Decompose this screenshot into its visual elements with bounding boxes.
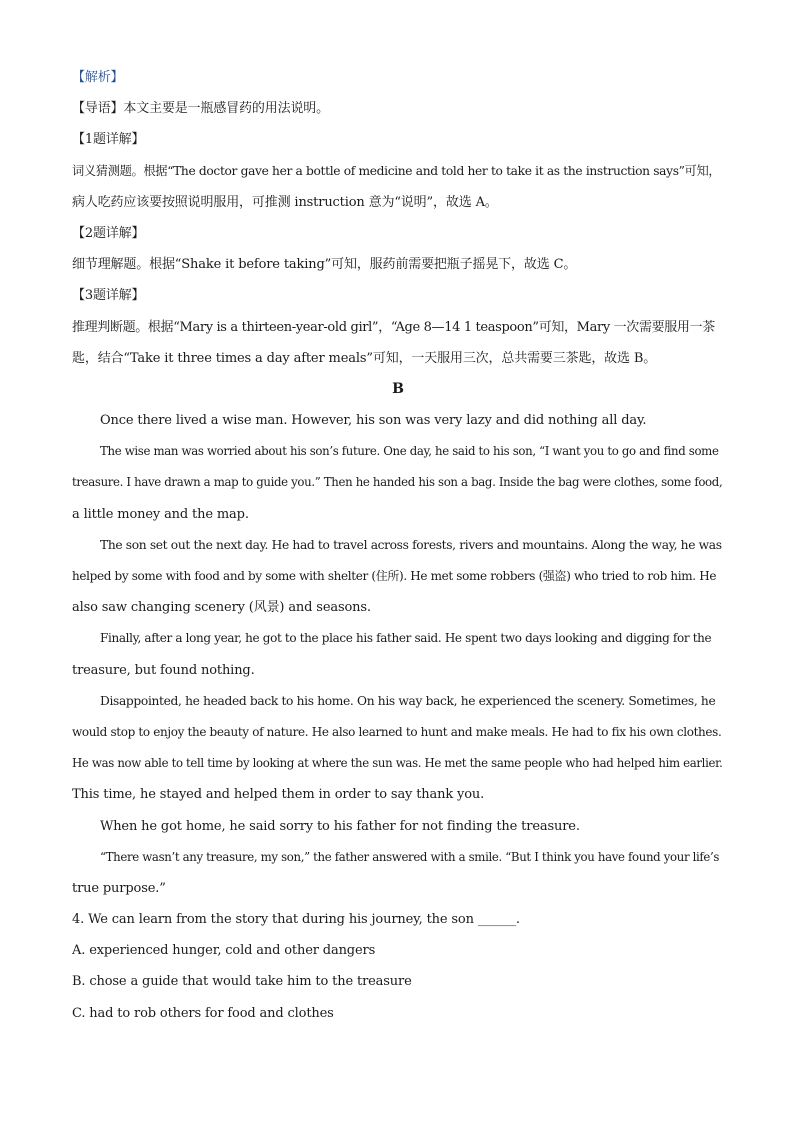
question-stem: 4. We can learn from the story that during his journey, the son ______. xyxy=(72,912,520,928)
passage-line: also saw changing scenery (风景) and seasons. xyxy=(72,600,371,616)
option-a: A. experienced hunger, cold and other dangers xyxy=(72,943,376,959)
q1-explanation-line-1: 词义猜测题。根据“The doctor gave her a bottle of medicine and told her to take it as the instruction says”可知， xyxy=(72,163,721,178)
q2-heading: 【2题详解】 xyxy=(72,225,145,241)
passage-line: Disappointed, he headed back to his home. On his way back, he experienced the scenery. Sometimes, he xyxy=(100,693,716,708)
passage-line: When he got home, he said sorry to his father for not finding the treasure. xyxy=(100,818,580,834)
q3-heading: 【3题详解】 xyxy=(72,288,145,304)
passage-line: Once there lived a wise man. However, his son was very lazy and did nothing all day. xyxy=(100,413,647,429)
option-c: C. had to rob others for food and clothes xyxy=(72,1005,334,1021)
passage-line: He was now able to tell time by looking at where the sun was. He met the same people who had helped him earlier. xyxy=(72,756,723,771)
passage-line: treasure, but found nothing. xyxy=(72,662,255,678)
passage-line: The son set out the next day. He had to travel across forests, rivers and mountains. Along the way, he was xyxy=(100,537,722,552)
passage-line: treasure. I have drawn a map to guide you.” Then he handed his son a bag. Inside the bag were clothes, some food, xyxy=(72,475,723,490)
passage-title: B xyxy=(392,380,404,397)
passage-line: a little money and the map. xyxy=(72,506,249,522)
passage-line: Finally, after a long year, he got to the place his father said. He spent two days looking and digging for the xyxy=(100,631,712,646)
q3-explanation-line-2: 匙，结合“Take it three times a day after meals”可知，一天服用三次，总共需要三茶匙，故选 B。 xyxy=(72,350,657,366)
option-b: B. chose a guide that would take him to the treasure xyxy=(72,974,412,990)
guide-text: 【导语】本文主要是一瓶感冒药的用法说明。 xyxy=(72,101,330,117)
passage-line: true purpose.” xyxy=(72,880,166,896)
document-page xyxy=(72,62,724,1029)
q3-explanation-line-1: 推理判断题。根据“Mary is a thirteen-year-old girl”，“Age 8—14 1 teaspoon”可知，Mary 一次需要服用一茶 xyxy=(72,319,715,335)
analysis-label: 【解析】 xyxy=(72,70,124,85)
passage-line: would stop to enjoy the beauty of nature. He also learned to hunt and make meals. He had to fix his own clothes. xyxy=(72,724,722,739)
q2-explanation-line-1: 细节理解题。根据“Shake it before taking”可知，服药前需要把瓶子摇晃下，故选 C。 xyxy=(72,257,577,273)
q1-explanation-line-2: 病人吃药应该要按照说明服用，可推测 instruction 意为“说明”，故选 A。 xyxy=(72,194,498,210)
passage-line: helped by some with food and by some with shelter (住所). He met some robbers (强盗) who tried to rob him. He xyxy=(72,569,717,583)
passage-line: This time, he stayed and helped them in order to say thank you. xyxy=(72,787,485,803)
passage-line: The wise man was worried about his son’s future. One day, he said to his son, “I want you to go and find some xyxy=(100,444,719,459)
q1-heading: 【1题详解】 xyxy=(72,132,145,148)
passage-line: “There wasn’t any treasure, my son,” the father answered with a smile. “But I think you have found your life’s xyxy=(100,849,720,864)
